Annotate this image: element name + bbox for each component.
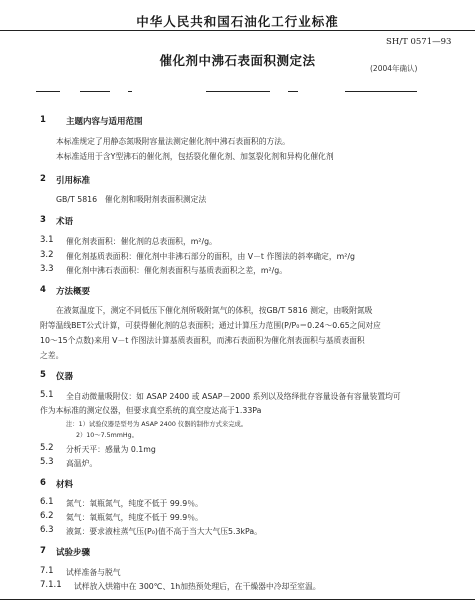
- summary-line: 10～15个点数)来用 V－t 作图法计算基质表面积，而沸石表面积为催化剂表面积与基质表面积: [40, 336, 365, 345]
- section-1-number: 1: [40, 115, 46, 125]
- term-definition: 催化剂中沸石表面积：催化剂表面积与基质表面积之差，m²/g。: [66, 266, 288, 275]
- header-divider: [0, 30, 475, 31]
- title-rule-1: [36, 91, 60, 92]
- instrument-description: 全自动微量吸附仪：如 ASAP 2400 或 ASAP－2000 系列以及络绎批存容量设备有容量装置均可: [66, 392, 401, 401]
- section-5-title: 仪器: [56, 372, 74, 382]
- section-2-title: 引用标准: [56, 176, 91, 186]
- section-6-number: 6: [40, 478, 46, 488]
- material-number: 6.2: [40, 511, 54, 521]
- reference-standard: GB/T 5816 催化剂和吸附剂表面积测定法: [56, 195, 207, 204]
- title-rule-5: [288, 91, 298, 92]
- instrument-number: 5.3: [40, 457, 54, 467]
- instrument-description: 分析天平：感量为 0.1mg: [66, 445, 156, 454]
- term-number: 3.3: [40, 264, 54, 274]
- title-rule-6: [345, 91, 417, 92]
- section-3-title: 术语: [56, 217, 74, 227]
- section-4-title: 方法概要: [56, 287, 91, 297]
- confirm-note: (2004年确认): [370, 64, 418, 73]
- summary-line: 在液氮温度下，测定不同低压下催化剂所吸附氮气的体积，按GB/T 5816 测定，由吸附氮吸: [56, 306, 373, 315]
- standard-number: SH/T 0571—93: [386, 37, 452, 47]
- section-1-title: 主题内容与适用范围: [66, 117, 143, 127]
- subsection-title: 试样准备与脱气: [66, 568, 121, 577]
- instrument-footnote: 注：1）试验仪器是型号为 ASAP 2400 仪器的制作方式来完成。: [66, 421, 248, 428]
- material-number: 6.1: [40, 497, 54, 507]
- procedure-text: 试样放入烘箱中在 300℃、1h加热预处理后，在干燥器中冷却至室温。: [74, 582, 321, 591]
- subsubsection-number: 7.1.1: [40, 580, 62, 590]
- instrument-description: 高温炉。: [66, 459, 98, 468]
- material-number: 6.3: [40, 525, 54, 535]
- page-bottom-rule: [0, 599, 475, 600]
- section-1-paragraph-2: 本标准适用于含Y型沸石的催化剂，包括裂化催化剂、加氢裂化剂和异构化催化剂: [56, 152, 334, 161]
- instrument-description-cont: 作为本标准的测定仪器，但要求真空系统的真空度达高于1.33Pa: [40, 406, 262, 415]
- title-rule-2: [80, 91, 110, 92]
- term-number: 3.1: [40, 235, 54, 245]
- term-definition: 催化剂表面积：催化剂的总表面积，m²/g。: [66, 237, 217, 246]
- instrument-number: 5.1: [40, 390, 54, 400]
- section-7-number: 7: [40, 546, 46, 556]
- section-5-number: 5: [40, 370, 46, 380]
- instrument-number: 5.2: [40, 443, 54, 453]
- title-rule-4: [206, 91, 270, 92]
- section-3-number: 3: [40, 215, 46, 225]
- instrument-footnote: 2）10～7.5mmHg。: [76, 432, 138, 439]
- subsection-number: 7.1: [40, 566, 54, 576]
- section-7-title: 试验步骤: [56, 548, 91, 558]
- summary-line: 附等温线BET公式计算，可获得催化剂的总表面积；通过计算压力范围(P/P₀＝0.24～0.65之间对应: [40, 321, 381, 330]
- title-rule-3: [128, 91, 132, 92]
- term-definition: 催化剂基质表面积：催化剂中非沸石部分的面积，由 V－t 作图法的斜率确定，m²/g: [66, 252, 355, 261]
- material-description: 氮气：氧瓶氮气，纯度不低于 99.9％。: [66, 499, 203, 508]
- term-number: 3.2: [40, 250, 54, 260]
- section-4-number: 4: [40, 285, 46, 295]
- section-6-title: 材料: [56, 480, 74, 490]
- document-title: 催化剂中沸石表面积测定法: [159, 53, 316, 68]
- section-1-paragraph-1: 本标准规定了用静态氮吸附容量法测定催化剂中沸石表面积的方法。: [56, 137, 290, 146]
- material-description: 氦气：氧瓶氦气，纯度不低于 99.9％。: [66, 513, 203, 522]
- material-description: 液氮：要求液柱蒸气压(P₀)值不高于当大大气压5.3kPa。: [66, 527, 262, 536]
- standard-org-header: 中华人民共和国石油化工行业标准: [136, 14, 339, 29]
- summary-line: 之差。: [40, 351, 64, 360]
- section-2-number: 2: [40, 174, 46, 184]
